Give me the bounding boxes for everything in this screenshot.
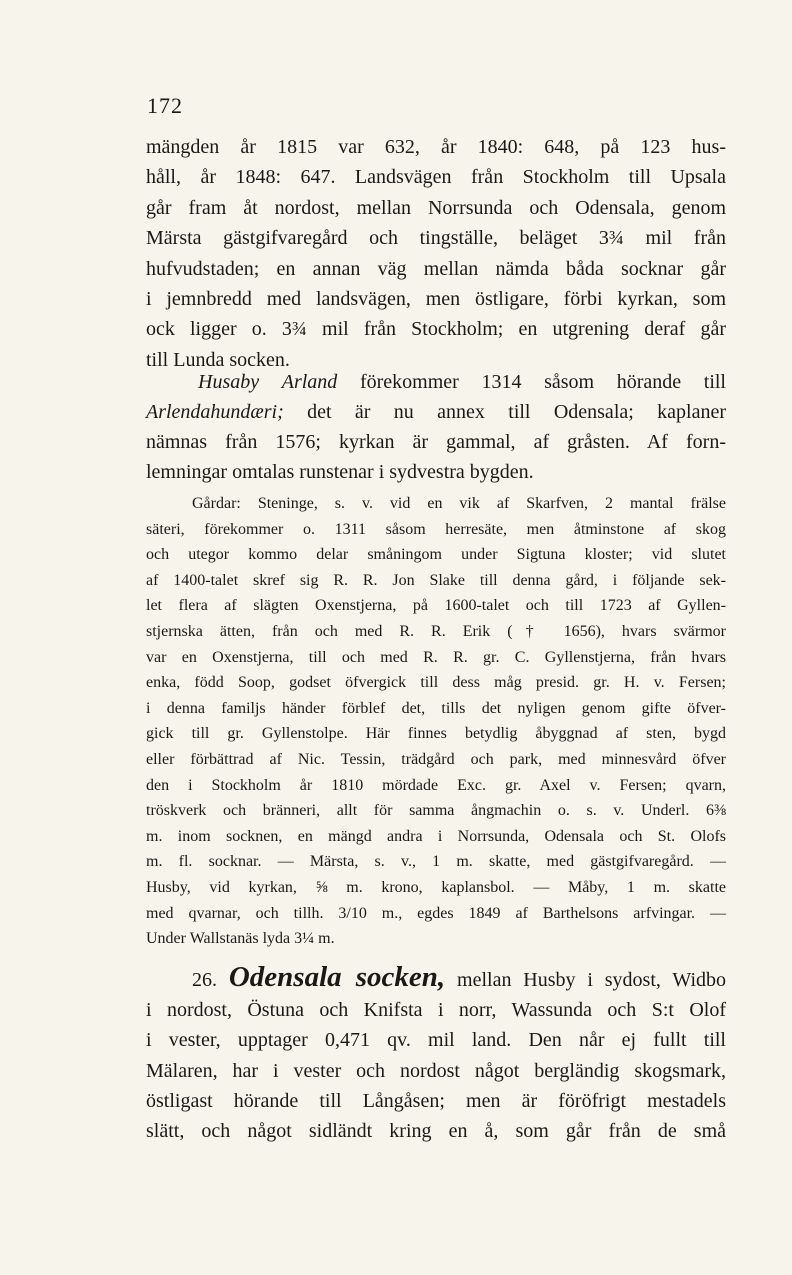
paragraph-population-roads [146, 132, 726, 375]
place-name: Arland [281, 371, 338, 393]
text-line: lemningar omtalas runstenar i sydvestra bygden. [146, 461, 534, 483]
paragraph-husaby-arland [146, 367, 726, 487]
text-line: af 1400-talet skref sig R. R. Jon Slake till denna gård, i följande sek- [146, 571, 726, 589]
text-line: till Lunda socken. [146, 348, 290, 371]
text-line: eller förbättrad af Nic. Tessin, trädgård och park, med minnesvård öfver [146, 750, 726, 768]
text-line: Husby, vid kyrkan, ⅝ m. krono, kaplansbol. — Måby, 1 m. skatte [146, 878, 726, 896]
text-line: Gårdar: Steninge, s. v. vid en vik af Skarfven, 2 mantal frälse [192, 495, 726, 512]
text-line: i vester, upptager 0,471 qv. mil land. Den når ej fullt till [146, 1029, 726, 1052]
text-line: let flera af slägten Oxenstjerna, på 1600-talet och till 1723 af Gyllen- [146, 597, 726, 615]
text-line: i denna familjs händer förblef det, tills det nyligen genom gifte öfver- [146, 699, 726, 717]
text-line: nämnas från 1576; kyrkan är gammal, af gråsten. Af forn- [146, 431, 726, 453]
section-number: 26. [192, 969, 217, 991]
text-line: den i Stockholm år 1810 mördade Exc. gr. Axel v. Fersen; qvarn, [146, 776, 726, 794]
text-line: gick till gr. Gyllenstolpe. Här finnes betydlig åbyggnad af sten, bygd [146, 725, 726, 743]
text-line: i jemnbredd med landsvägen, men östligare, förbi kyrkan, som [146, 288, 726, 311]
text-line: säteri, förekommer o. 1311 såsom herresäte, men åtminstone af skog [146, 520, 726, 538]
text-line: östligast hörande till Långåsen; men är föröfrigt mestadels [146, 1089, 726, 1112]
text-line: enka, född Soop, godset öfvergick till dess måg presid. gr. H. v. Fersen; [146, 674, 726, 692]
section-heading-line [146, 962, 726, 995]
text-line: håll, år 1848: 647. Landsvägen från Stockholm till Upsala [146, 166, 726, 189]
text-line: och utegor kommo delar småningom under Sigtuna kloster; vid slutet [146, 546, 726, 564]
text-line: var en Oxenstjerna, till och med R. R. gr. C. Gyllenstjerna, från hvars [146, 648, 726, 666]
paragraph-gardar [146, 491, 726, 952]
text-line: m. fl. socknar. — Märsta, s. v., 1 m. skatte, med gästgifvaregård. — [146, 853, 726, 871]
text-line: mängden år 1815 var 632, år 1840: 648, på 123 hus- [146, 136, 726, 158]
text-line: slätt, och något sidländt kring en å, som går från de små [146, 1120, 726, 1143]
text-line: går fram åt nordost, mellan Norrsunda och Odensala, genom [146, 196, 726, 219]
text-line: stjernska ätten, från och med R. R. Erik († 1656), hvars svärmor [146, 622, 726, 640]
text-line: Under Wallstanäs lyda 3¼ m. [146, 930, 335, 948]
section-title: Odensala socken, [228, 961, 446, 993]
text-line: ock ligger o. 3¾ mil från Stockholm; en utgrening deraf går [146, 318, 726, 341]
text-line [146, 397, 726, 427]
text-line: m. inom socknen, en mängd andra i Norrsunda, Odensala och St. Olofs [146, 827, 726, 845]
text-span: mellan Husby i sydost, Widbo [457, 969, 727, 991]
page-number: 172 [147, 93, 183, 118]
text-line: med qvarnar, och tillh. 3/10 m., egdes 1849 af Barthelsons arfvingar. — [146, 904, 726, 922]
text-line [146, 367, 726, 397]
text-line: Mälaren, har i vester och nordost något bergländig skogsmark, [146, 1059, 726, 1082]
paragraph-odensala-socken [146, 962, 726, 1146]
historical-name: Arlendahundæri; [146, 401, 284, 423]
text-line: i nordost, Östuna och Knifsta i norr, Wassunda och S:t Olof [146, 999, 726, 1022]
text-span: förekommer 1314 såsom hörande till [359, 371, 726, 393]
text-span: det är nu annex till Odensala; kaplaner [307, 401, 726, 423]
place-name: Husaby [198, 371, 260, 393]
text-line: Märsta gästgifvaregård och tingställe, beläget 3¾ mil från [146, 227, 726, 250]
text-line: tröskverk och bränneri, allt för samma ångmachin o. s. v. Underl. 6⅜ [146, 802, 726, 820]
text-line: hufvudstaden; en annan väg mellan nämda båda socknar går [146, 257, 726, 280]
